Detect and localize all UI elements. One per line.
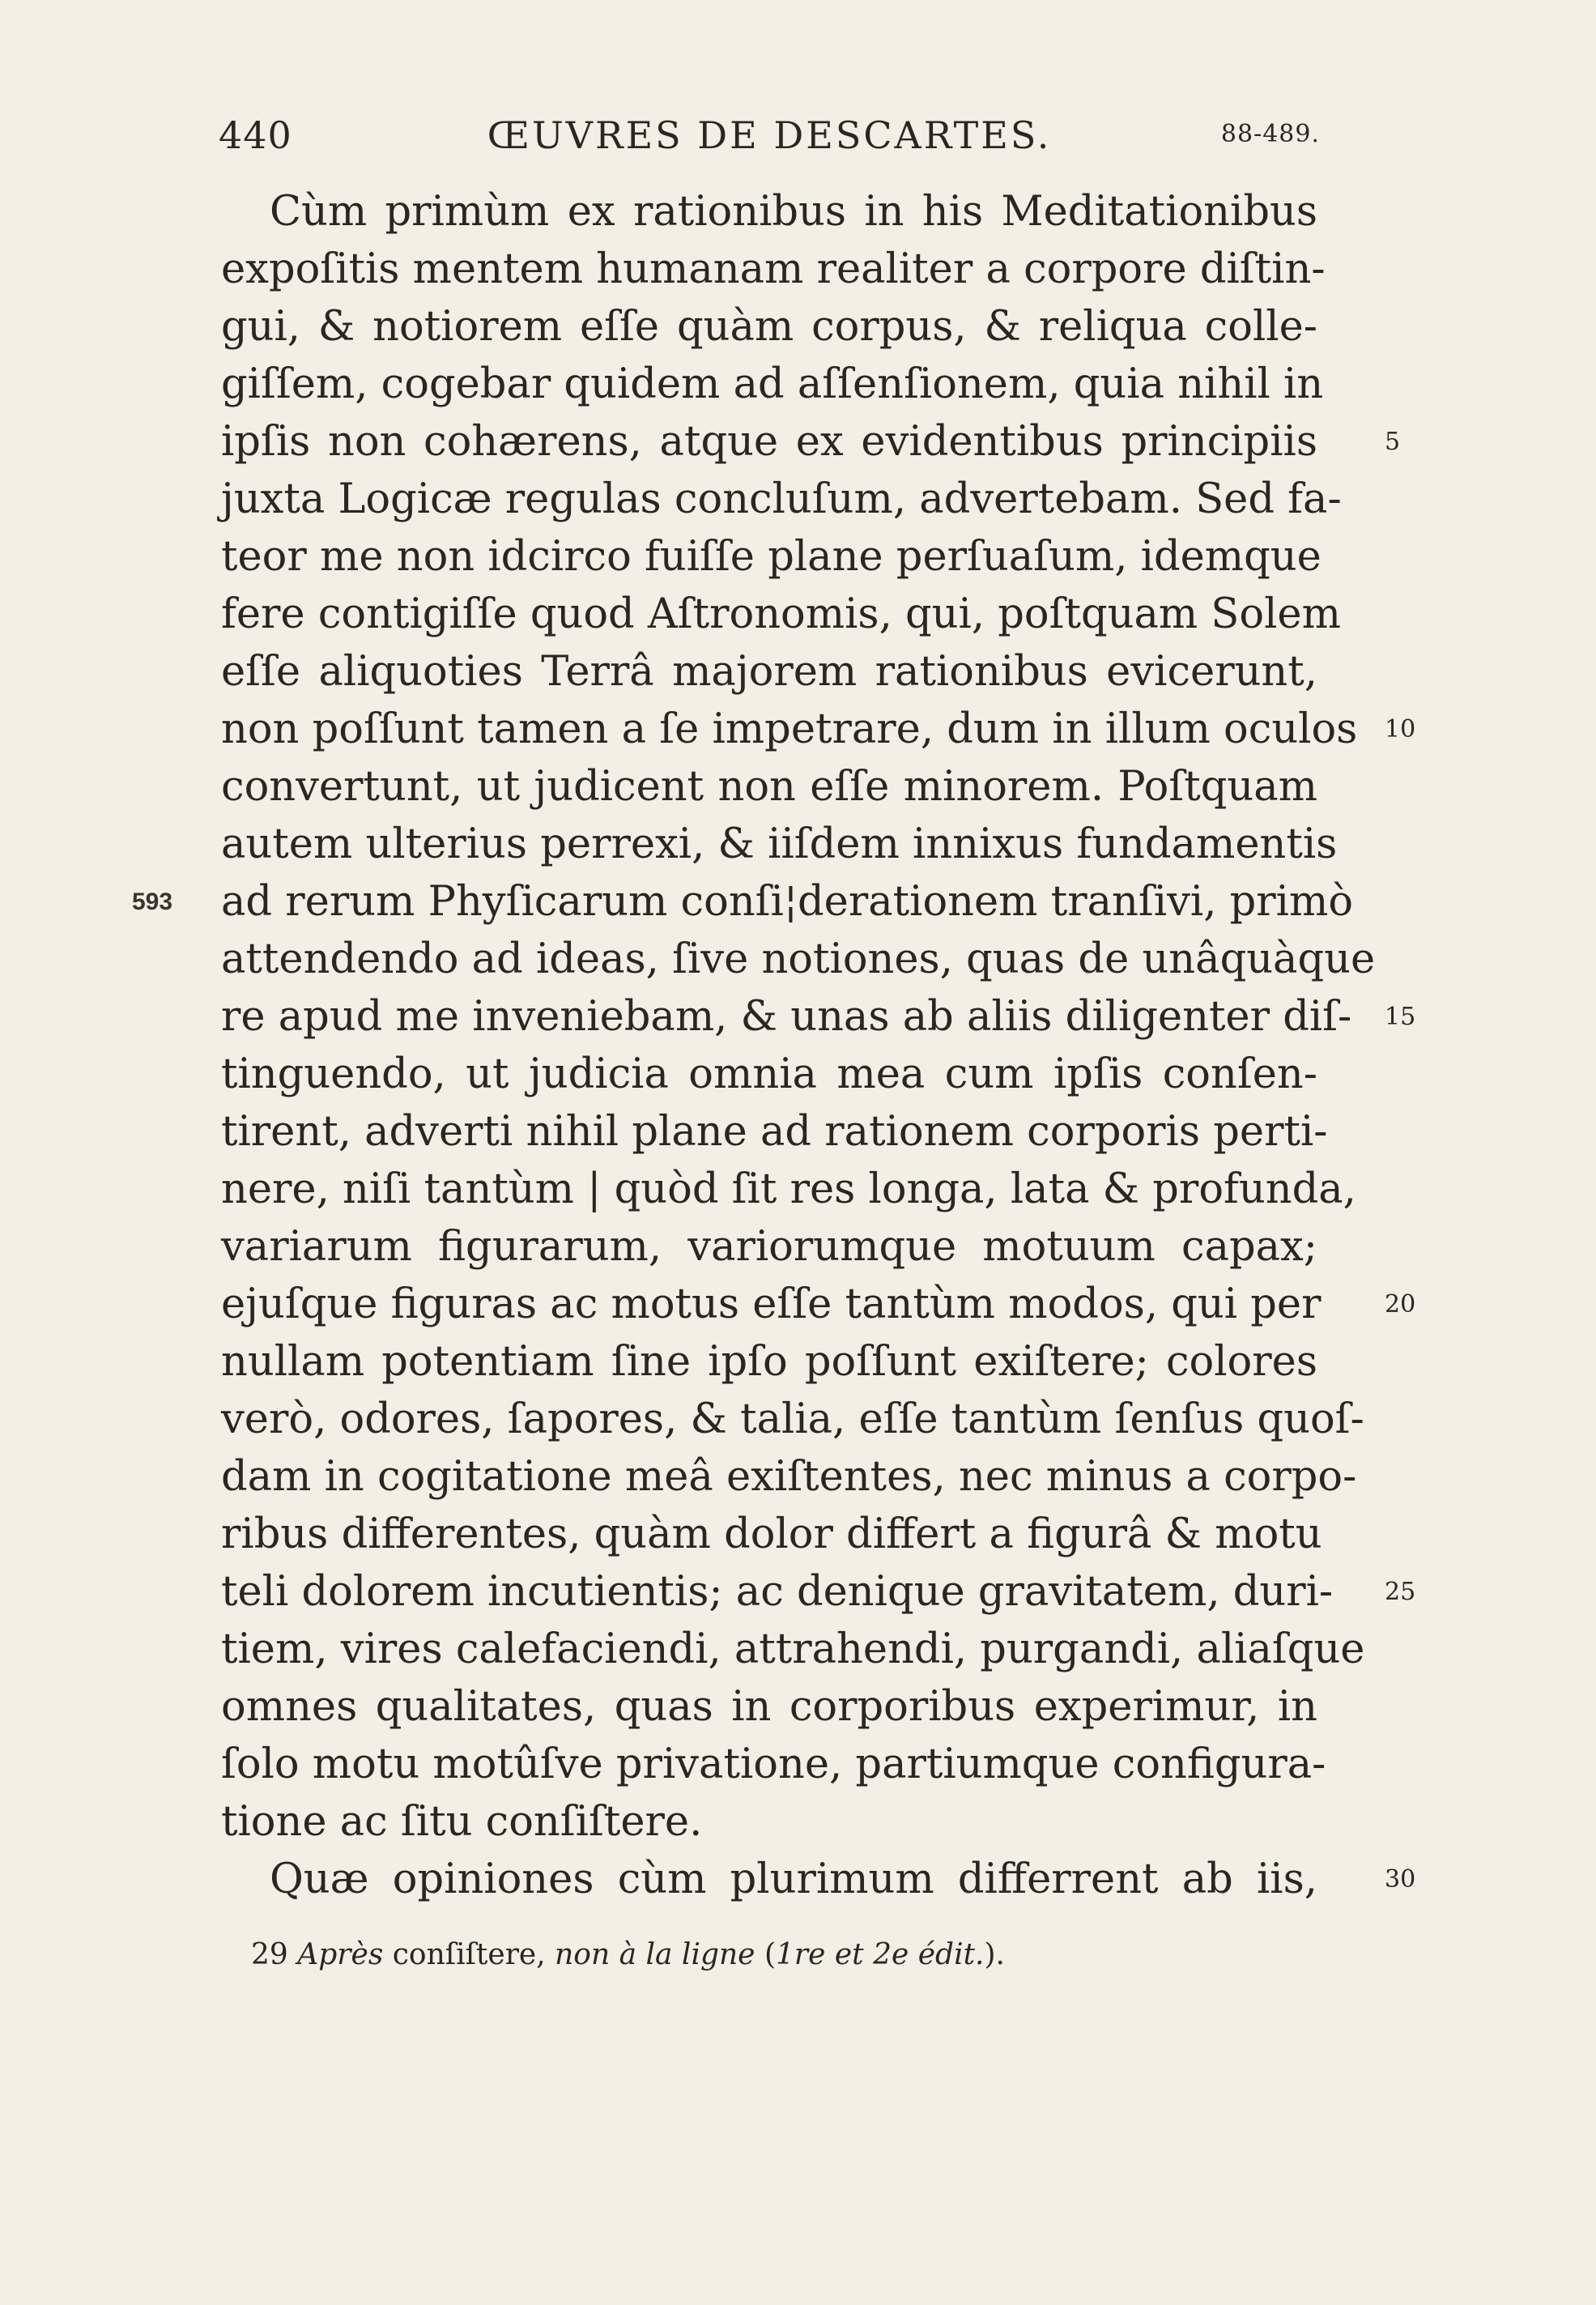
text-line-content: tinguendo, ut judicia omnia mea cum ipſis conſen- [221,1050,1317,1098]
text-line [221,528,1321,586]
text-line-content: Cùm primùm ex rationibus in his Meditationibus [270,188,1317,236]
text-line-content: ad rerum Phyſicarum conſi¦derationem tranſivi, primò [221,878,1354,926]
text-line-content: teli dolorem incutientis; ac denique gravitatem, duri- [221,1568,1334,1616]
text-line-content: ipſis non cohærens, atque ex evidentibus principiis [221,418,1317,466]
main-text [132,183,1416,1908]
text-line-content: tione ac ſitu conſiſtere. [221,1798,703,1846]
margin-page-reference: 593 [132,888,173,915]
text-line [221,183,1317,241]
text-line [221,1506,1322,1563]
text-line-content: verò, odores, ſapores, & talia, eſſe tantùm ſenſus quoſ- [221,1395,1364,1443]
text-line-content: dam in cogitatione meâ exiſtentes, nec minus a corpo- [221,1453,1357,1501]
footnote-text: ). [984,1938,1006,1971]
text-line-content: nullam potentiam ſine ipſo poſſunt exiſtere; colores [221,1338,1317,1386]
text-line-content: autem ulterius perrexi, & iiſdem innixus fundamentis [221,820,1338,868]
text-line-content: omnes qualitates, quas in corporibus experimur, in [221,1683,1317,1731]
text-line [221,1851,1416,1908]
text-line-content: expoſitis mentem humanam realiter a corpore diſtin- [221,245,1326,293]
footnote-text: 1re et 2e édit. [776,1938,985,1971]
text-line [221,1793,1317,1851]
text-line [221,1276,1416,1333]
text-line [221,701,1416,758]
text-line [221,1621,1365,1678]
text-line [221,1563,1416,1621]
text-line-content: tiem, vires calefaciendi, attrahendi, purgandi, aliaſque [221,1625,1365,1673]
line-number: 15 [1385,1003,1416,1031]
footnote-line-number: 29 [251,1938,288,1971]
text-line [132,873,1354,931]
text-line-content: ejuſque figuras ac motus eſſe tantùm modos, qui per [221,1280,1321,1328]
text-line [221,1391,1364,1448]
text-line-content: convertunt, ut judicent non eſſe minorem. Poſtquam [221,763,1317,811]
text-line [221,1448,1357,1506]
text-line [221,298,1317,356]
text-line [221,1736,1326,1793]
running-header [219,113,1320,162]
text-line-content: tirent, adverti nihil plane ad rationem corporis perti- [221,1108,1328,1156]
text-line-content: Quæ opiniones cùm plurimum differrent ab iis, [270,1856,1317,1903]
text-line-content: ribus differentes, quàm dolor differt a figurâ & motu [221,1510,1322,1558]
text-line [221,1678,1317,1736]
text-line-content: eſſe aliquoties Terrâ majorem rationibus evicerunt, [221,648,1317,696]
edition-page-reference: 88-489. [1220,120,1320,148]
text-line [221,758,1317,816]
text-line [221,586,1341,643]
line-number: 25 [1385,1578,1416,1606]
running-title: ŒUVRES DE DESCARTES. [487,113,1052,157]
text-line-content: ſolo motu motûſve privatione, partiumque configura- [221,1740,1326,1788]
text-line [221,931,1376,988]
text-line [221,816,1338,873]
text-line [221,643,1317,701]
text-line [221,1103,1328,1161]
text-line-content: teor me non idcirco fuiſſe plane perſuaſum, idemque [221,533,1321,581]
line-number: 30 [1385,1865,1416,1894]
text-line-content: re apud me inveniebam, & unas ab aliis diligenter diſ- [221,993,1352,1041]
text-line [221,1046,1317,1103]
line-number: 20 [1385,1290,1416,1319]
footnote-text: non à la ligne [555,1938,755,1971]
text-line-content: gui, & notiorem eſſe quàm corpus, & reliqua colle- [221,303,1317,351]
footnote-text: Après [297,1938,384,1971]
line-number: 5 [1385,428,1401,456]
text-line-content: non poſſunt tamen a ſe impetrare, dum in illum oculos [221,705,1358,753]
text-line [221,241,1326,298]
text-line [221,1161,1356,1218]
text-line [221,413,1401,471]
footnote [251,1931,1223,1979]
page-number: 440 [219,113,292,157]
text-line-content: giſſem, cogebar quidem ad aſſenſionem, quia nihil in [221,360,1324,408]
text-line [221,988,1416,1046]
text-line-content: juxta Logicæ regulas concluſum, advertebam. Sed fa- [221,475,1342,523]
text-line-content: fere contigiſſe quod Aſtronomis, qui, poſtquam Solem [221,590,1341,638]
text-line-content: nere, niſi tantùm | quòd ſit res longa, lata & profunda, [221,1165,1356,1213]
text-line [221,1218,1317,1276]
text-line [221,471,1342,528]
footnote-text: conſiſtere, [383,1938,555,1971]
text-line [221,1333,1317,1391]
text-line [221,356,1324,413]
footnote-text: ( [755,1938,776,1971]
text-line-content: attendendo ad ideas, ſive notiones, quas de unâquàque [221,935,1376,983]
text-line-content: variarum figurarum, variorumque motuum capax; [221,1223,1317,1271]
line-number: 10 [1385,715,1416,743]
